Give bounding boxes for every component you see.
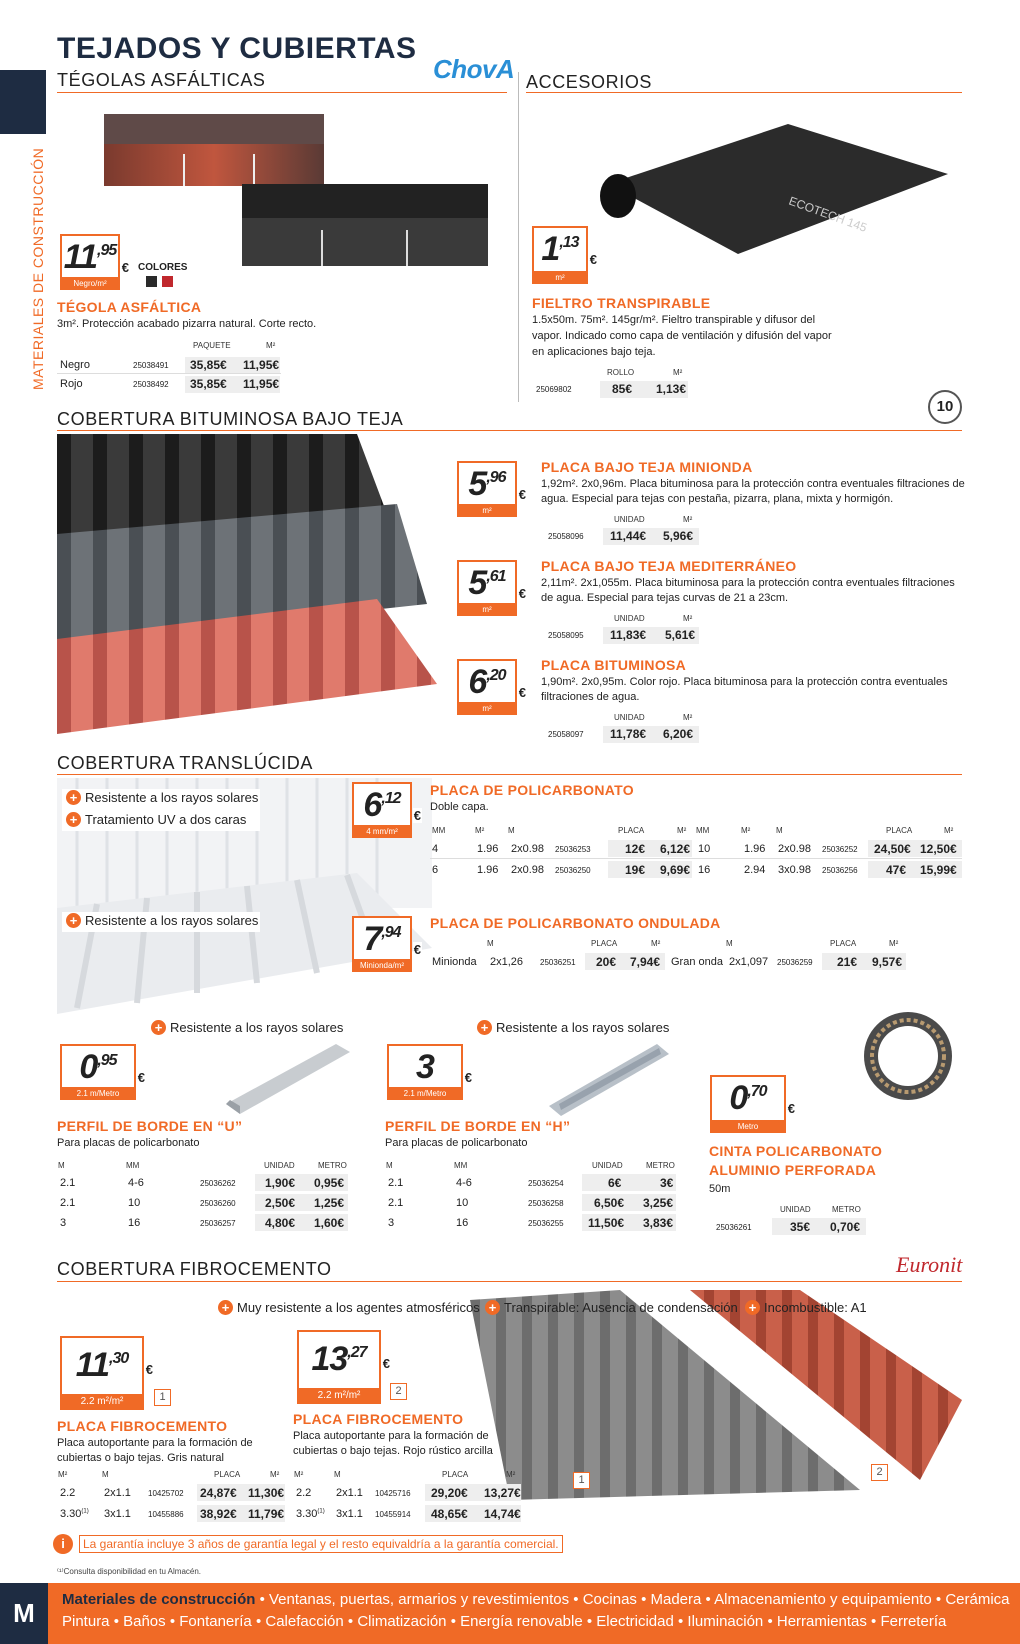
ref-code: 25036258 bbox=[528, 1199, 564, 1208]
table-row: Minionda bbox=[432, 956, 477, 968]
product-desc: en aplicaciones bajo teja. bbox=[532, 346, 656, 358]
product-desc: filtraciones de agua. bbox=[541, 691, 640, 703]
cell-value: 4-6 bbox=[128, 1177, 144, 1189]
price-value: 12,50€ bbox=[920, 842, 957, 856]
product-desc: cubiertas o bajo tejas. Rojo rústico arcilla bbox=[293, 1445, 493, 1457]
ref-code: 25036259 bbox=[777, 958, 813, 967]
product-number-2: 2 bbox=[390, 1383, 407, 1400]
ref-code: 25036251 bbox=[540, 958, 576, 967]
warranty-notice bbox=[53, 1534, 563, 1554]
footnote-mark: (1) bbox=[317, 1508, 325, 1515]
price-value: 21€ bbox=[837, 955, 858, 969]
col-header: M² bbox=[266, 341, 276, 350]
product-desc: 50m bbox=[709, 1183, 731, 1195]
side-category-label: MATERIALES DE CONSTRUCCIÓN bbox=[30, 147, 46, 390]
brand-m-logo: M bbox=[0, 1583, 48, 1644]
plus-icon: + bbox=[66, 812, 81, 827]
page-title: TEJADOS Y CUBIERTAS bbox=[57, 32, 417, 65]
product-title: PERFIL DE BORDE EN “U” bbox=[57, 1118, 243, 1134]
price-value: 3€ bbox=[660, 1176, 674, 1190]
roll-print-text: ECOTECH 145 bbox=[786, 193, 869, 235]
price-ondulada: $7^{,94}$ € Minionda/m² bbox=[352, 916, 412, 972]
product-title: PLACA BAJO TEJA MINIONDA bbox=[541, 459, 753, 475]
cell-value: 16 bbox=[698, 864, 711, 876]
divider bbox=[57, 92, 507, 93]
col-header: PLACA bbox=[442, 1470, 469, 1479]
footnote: ⁽¹⁾Consulta disponibilidad en tu Almacén. bbox=[57, 1567, 202, 1576]
badge-uv-resistant: + Resistente a los rayos solares bbox=[477, 1020, 669, 1035]
ref-code: 10455886 bbox=[148, 1510, 184, 1519]
col-header: MM bbox=[126, 1161, 140, 1170]
price-value: 29,20€ bbox=[431, 1486, 468, 1500]
plus-icon: + bbox=[218, 1300, 233, 1315]
price-policarbonato: $6^{,12}$ € 4 mm/m² bbox=[352, 782, 412, 838]
ref-code: 25058097 bbox=[548, 730, 584, 739]
product-title: PLACA BAJO TEJA MEDITERRÁNEO bbox=[541, 558, 797, 574]
ref-code: 25036261 bbox=[716, 1223, 752, 1232]
price-value: 11,83€ bbox=[610, 628, 647, 642]
ref-code: 25038491 bbox=[133, 361, 169, 370]
col-header: UNIDAD bbox=[614, 614, 645, 623]
price-value: 7,94€ bbox=[630, 955, 661, 969]
product-desc: 2,11m². 2x1,055m. Placa bituminosa para la protección contra eventuales filtraciones bbox=[541, 577, 955, 589]
product-desc: agua. Especial para tejas con pestaña, pizarra, plana, mixta y hormigón. bbox=[541, 493, 894, 505]
cell-value: 2x1,26 bbox=[490, 956, 524, 968]
col-header: M² bbox=[506, 1470, 516, 1479]
plus-icon: + bbox=[485, 1300, 500, 1315]
ref-code: 25058095 bbox=[548, 631, 584, 640]
price-value: 5,61€ bbox=[665, 628, 696, 642]
cell-value: 2x0.98 bbox=[511, 843, 545, 855]
product-title: CINTA POLICARBONATO bbox=[709, 1143, 883, 1159]
table-row: 3.30 bbox=[296, 1508, 318, 1520]
warranty-text: La garantía incluye 3 años de garantía legal y el resto equivaldría a la garantía comercial. bbox=[79, 1535, 563, 1553]
cell-value: 3x0.98 bbox=[778, 864, 812, 876]
footer-categories-2[interactable]: Pintura • Baños • Fontanería • Calefacción • Climatización • Energía renovable • Electricidad • Iluminación • Herramientas • Ferretería bbox=[62, 1613, 947, 1630]
col-header: PLACA bbox=[830, 939, 857, 948]
col-header: PAQUETE bbox=[193, 341, 231, 350]
price-fibro-1: $11^{,30}$ € 2.2 m²/m² bbox=[60, 1336, 144, 1410]
product-desc: Doble capa. bbox=[430, 801, 489, 813]
price-value: 35€ bbox=[790, 1220, 811, 1234]
price-value: 19€ bbox=[625, 863, 646, 877]
price-minionda: $5^{,96}$ € m² bbox=[457, 461, 517, 517]
cell-value: 2x1.1 bbox=[336, 1487, 363, 1499]
col-header: MM bbox=[454, 1161, 468, 1170]
col-header: METRO bbox=[318, 1161, 347, 1170]
tegola-red-image bbox=[104, 114, 324, 186]
product-title: PLACA DE POLICARBONATO bbox=[430, 782, 634, 798]
product-desc: Placa autoportante para la formación de bbox=[57, 1437, 253, 1449]
col-header: PLACA bbox=[214, 1470, 241, 1479]
price-value: 85€ bbox=[612, 382, 633, 396]
price-value: 3,83€ bbox=[643, 1216, 674, 1230]
colors-label: COLORES bbox=[138, 262, 188, 273]
info-icon: i bbox=[53, 1534, 73, 1554]
cell-value: 1.96 bbox=[477, 864, 499, 876]
cell-value: 3x1.1 bbox=[336, 1508, 363, 1520]
col-header: UNIDAD bbox=[592, 1161, 623, 1170]
table-row: 3 bbox=[60, 1217, 67, 1229]
color-swatch-black[interactable] bbox=[146, 276, 157, 287]
plus-icon: + bbox=[66, 790, 81, 805]
product-desc: vapor. Indicado como capa de ventilación y difusión del vapor bbox=[532, 330, 832, 342]
ref-code: 25058096 bbox=[548, 532, 584, 541]
col-header: M² bbox=[741, 826, 751, 835]
cell-value: 1.96 bbox=[744, 843, 766, 855]
col-header: M bbox=[102, 1470, 109, 1479]
table-row: 2.1 bbox=[60, 1177, 76, 1189]
col-header: M bbox=[487, 939, 494, 948]
col-header: M² bbox=[944, 826, 954, 835]
price-value: 2,50€ bbox=[265, 1196, 296, 1210]
price-bituminosa: $6^{,20}$ € m² bbox=[457, 659, 517, 715]
cell-value: 2.94 bbox=[744, 864, 766, 876]
cell-value: 2x1.1 bbox=[104, 1487, 131, 1499]
price-value: 13,27€ bbox=[484, 1486, 521, 1500]
table-row: Rojo bbox=[60, 378, 83, 390]
col-header: M bbox=[776, 826, 783, 835]
ref-code: 25038492 bbox=[133, 380, 169, 389]
section-accesorios: ACCESORIOS bbox=[526, 72, 653, 92]
ref-code: 25036257 bbox=[200, 1219, 236, 1228]
brand-euronit-logo: Euronit bbox=[896, 1252, 963, 1277]
section-bajo-teja: COBERTURA BITUMINOSA BAJO TEJA bbox=[57, 409, 404, 429]
price-value: 15,99€ bbox=[920, 863, 957, 877]
price-value: 24,87€ bbox=[200, 1486, 237, 1500]
price-value: 6,12€ bbox=[660, 842, 691, 856]
badge-weather-resistant: + Muy resistente a los agentes atmosféricos bbox=[218, 1300, 480, 1315]
price-value: 5,96€ bbox=[663, 529, 694, 543]
price-value: 1,60€ bbox=[314, 1216, 345, 1230]
tape-roll-image bbox=[860, 1008, 956, 1104]
product-number-1: 1 bbox=[154, 1389, 171, 1406]
col-header: UNIDAD bbox=[614, 713, 645, 722]
col-header: M² bbox=[889, 939, 899, 948]
col-header: M² bbox=[683, 614, 693, 623]
cell-value: 10 bbox=[698, 843, 711, 855]
price-value: 11,30€ bbox=[248, 1486, 285, 1500]
col-header: M² bbox=[677, 826, 687, 835]
ref-code: 25036255 bbox=[528, 1219, 564, 1228]
product-desc: cubiertas o bajo tejas. Gris natural bbox=[57, 1452, 224, 1464]
price-value: 35,85€ bbox=[190, 377, 227, 391]
perfil-h-image bbox=[549, 1044, 669, 1116]
cell-value: 3x1.1 bbox=[104, 1508, 131, 1520]
product-title: PLACA FIBROCEMENTO bbox=[57, 1418, 228, 1434]
col-header: UNIDAD bbox=[614, 515, 645, 524]
col-header: M² bbox=[683, 713, 693, 722]
cell-value: 16 bbox=[456, 1217, 469, 1229]
plus-icon: + bbox=[151, 1020, 166, 1035]
col-header: M² bbox=[475, 826, 485, 835]
cell-value: 16 bbox=[128, 1217, 141, 1229]
sidebar-block bbox=[0, 70, 46, 134]
cell-value: 2x0.98 bbox=[511, 864, 545, 876]
badge-uv-resistant: + Resistente a los rayos solares bbox=[151, 1020, 343, 1035]
row-divider bbox=[57, 373, 281, 374]
col-header: M² bbox=[270, 1470, 280, 1479]
product-desc: Para placas de policarbonato bbox=[57, 1137, 200, 1149]
table-row: 2.2 bbox=[60, 1487, 76, 1499]
price-value: 14,74€ bbox=[484, 1507, 521, 1521]
badge-breathable: + Transpirable: Ausencia de condensación bbox=[485, 1300, 738, 1315]
col-header: PLACA bbox=[618, 826, 645, 835]
price-value: 24,50€ bbox=[874, 842, 911, 856]
price-value: 35,85€ bbox=[190, 358, 227, 372]
badge-uv-resistant: + Resistente a los rayos solares bbox=[66, 790, 258, 805]
col-header: UNIDAD bbox=[780, 1205, 811, 1214]
price-fibro-2: $13^{,27}$ € 2.2 m²/m² bbox=[297, 1330, 381, 1404]
product-desc: 1,90m². 2x0,95m. Color rojo. Placa bituminosa para la protección contra eventuales bbox=[541, 676, 948, 688]
col-header: UNIDAD bbox=[264, 1161, 295, 1170]
col-header: PLACA bbox=[591, 939, 618, 948]
divider bbox=[57, 430, 962, 431]
price-value: 11,44€ bbox=[610, 529, 647, 543]
col-header: MM bbox=[696, 826, 710, 835]
section-fibrocemento: COBERTURA FIBROCEMENTO bbox=[57, 1259, 332, 1279]
ref-code: 25036253 bbox=[555, 845, 591, 854]
divider bbox=[57, 774, 962, 775]
price-value: 11,95€ bbox=[243, 377, 280, 391]
bituminous-sheets-image bbox=[57, 434, 437, 734]
image-label-2: 2 bbox=[871, 1464, 888, 1481]
price-value: 3,25€ bbox=[643, 1196, 674, 1210]
divider bbox=[57, 1281, 962, 1282]
price-value: 38,92€ bbox=[200, 1507, 237, 1521]
price-value: 0,70€ bbox=[830, 1220, 861, 1234]
footer-bar bbox=[0, 1583, 1020, 1644]
ref-code: 10425716 bbox=[375, 1489, 411, 1498]
price-value: 6,50€ bbox=[594, 1196, 625, 1210]
product-desc: de agua. Especial para tejas curvas de 21 a 23cm. bbox=[541, 592, 789, 604]
cell-value: 10 bbox=[456, 1197, 469, 1209]
cell-value: 1.96 bbox=[477, 843, 499, 855]
price-value: 11,50€ bbox=[588, 1216, 625, 1230]
table-row: Negro bbox=[60, 359, 90, 371]
product-desc: Para placas de policarbonato bbox=[385, 1137, 528, 1149]
ref-code: 25036256 bbox=[822, 866, 858, 875]
fibrocement-image bbox=[470, 1290, 962, 1500]
price-value: 20€ bbox=[596, 955, 617, 969]
price-perfil-u: $0^{,95}$ € 2.1 m/Metro bbox=[60, 1044, 136, 1100]
ref-code: 25036262 bbox=[200, 1179, 236, 1188]
plus-icon: + bbox=[66, 913, 81, 928]
product-desc: 3m². Protección acabado pizarra natural. Corte recto. bbox=[57, 318, 317, 330]
row-divider bbox=[430, 858, 962, 859]
badge-uv-two-sides: + Tratamiento UV a dos caras bbox=[66, 812, 246, 827]
col-header: METRO bbox=[832, 1205, 861, 1214]
ref-code: 25069802 bbox=[536, 385, 572, 394]
col-header: M² bbox=[294, 1470, 304, 1479]
color-swatch-red[interactable] bbox=[162, 276, 173, 287]
col-header: METRO bbox=[646, 1161, 675, 1170]
price-value: 1,25€ bbox=[314, 1196, 345, 1210]
table-row: 6 bbox=[432, 864, 439, 876]
product-title: PLACA BITUMINOSA bbox=[541, 657, 687, 673]
footnote-mark: (1) bbox=[81, 1508, 89, 1515]
image-label-1: 1 bbox=[573, 1472, 590, 1489]
col-header: M bbox=[726, 939, 733, 948]
col-header: M² bbox=[58, 1470, 68, 1479]
col-header: PLACA bbox=[886, 826, 913, 835]
col-header: M bbox=[58, 1161, 65, 1170]
section-tegolas: TÉGOLAS ASFÁLTICAS bbox=[57, 70, 266, 90]
product-title: FIELTRO TRANSPIRABLE bbox=[532, 295, 711, 311]
price-mediterraneo: $5^{,61}$ € m² bbox=[457, 560, 517, 616]
price-value: 12€ bbox=[625, 842, 646, 856]
table-row: 2.1 bbox=[60, 1197, 76, 1209]
product-title: PERFIL DE BORDE EN “H” bbox=[385, 1118, 571, 1134]
product-title: PLACA DE POLICARBONATO ONDULADA bbox=[430, 915, 721, 931]
price-cinta: $0^{,70}$ € Metro bbox=[710, 1075, 786, 1133]
col-header: M² bbox=[673, 368, 683, 377]
price-value: 4,80€ bbox=[265, 1216, 296, 1230]
price-tegola: $11^{,95}$ € Negro/m² bbox=[60, 234, 120, 290]
product-desc: 1,92m². 2x0,96m. Placa bituminosa para la protección contra eventuales filtraciones de bbox=[541, 478, 965, 490]
price-value: 9,57€ bbox=[872, 955, 903, 969]
footer-categories-1[interactable]: • Ventanas, puertas, armarios y revestimientos • Cocinas • Madera • Almacenamiento y equipamiento • Cerámica bbox=[255, 1591, 1010, 1608]
price-value: 11,78€ bbox=[610, 727, 647, 741]
price-value: 0,95€ bbox=[314, 1176, 345, 1190]
tegola-black-image bbox=[242, 184, 488, 266]
table-row: 2.1 bbox=[388, 1197, 404, 1209]
product-desc: Placa autoportante para la formación de bbox=[293, 1430, 489, 1442]
price-value: 48,65€ bbox=[431, 1507, 468, 1521]
plus-icon: + bbox=[477, 1020, 492, 1035]
col-header: ROLLO bbox=[607, 368, 635, 377]
col-header: M bbox=[386, 1161, 393, 1170]
perfil-u-image bbox=[226, 1044, 350, 1116]
table-row: 2.2 bbox=[296, 1487, 312, 1499]
price-value: 11,95€ bbox=[243, 358, 280, 372]
ref-code: 10455914 bbox=[375, 1510, 411, 1519]
badge-incombustible: + Incombustible: A1 bbox=[745, 1300, 867, 1315]
product-title: PLACA FIBROCEMENTO bbox=[293, 1411, 464, 1427]
fieltro-roll-image bbox=[588, 104, 948, 254]
col-header: M² bbox=[683, 515, 693, 524]
table-row: 4 bbox=[432, 843, 439, 855]
price-value: 6€ bbox=[608, 1176, 622, 1190]
ref-code: 25036252 bbox=[822, 845, 858, 854]
price-value: 47€ bbox=[886, 863, 907, 877]
plus-icon: + bbox=[745, 1300, 760, 1315]
table-row: Gran onda bbox=[671, 956, 723, 968]
price-perfil-h: 3 € 2.1 m/Metro bbox=[387, 1044, 463, 1100]
price-fieltro: $1^{,13}$ € m² bbox=[532, 226, 588, 284]
cell-value: 2x1,097 bbox=[729, 956, 769, 968]
ref-code: 25036254 bbox=[528, 1179, 564, 1188]
section-traslucida: COBERTURA TRANSLÚCIDA bbox=[57, 753, 313, 773]
cell-value: 4-6 bbox=[456, 1177, 472, 1189]
product-title: TÉGOLA ASFÁLTICA bbox=[57, 299, 202, 315]
col-header: M bbox=[508, 826, 515, 835]
table-row: 3.30 bbox=[60, 1508, 82, 1520]
warranty-10-badge: 10 bbox=[928, 390, 962, 424]
product-desc: 1.5x50m. 75m². 145gr/m². Fieltro transpirable y difusor del bbox=[532, 314, 816, 326]
price-value: 1,13€ bbox=[656, 382, 687, 396]
price-value: 1,90€ bbox=[265, 1176, 296, 1190]
col-header: M² bbox=[651, 939, 661, 948]
table-row: 3 bbox=[388, 1217, 395, 1229]
price-value: 6,20€ bbox=[663, 727, 694, 741]
divider bbox=[526, 92, 962, 93]
badge-uv-resistant: + Resistente a los rayos solares bbox=[66, 913, 258, 928]
brand-chova-logo: ChovA bbox=[433, 54, 515, 84]
cell-value: 10 bbox=[128, 1197, 141, 1209]
divider bbox=[518, 72, 519, 402]
cell-value: 2x0.98 bbox=[778, 843, 812, 855]
col-header: MM bbox=[432, 826, 446, 835]
ref-code: 25036250 bbox=[555, 866, 591, 875]
table-row: 2.1 bbox=[388, 1177, 404, 1189]
product-title: ALUMINIO PERFORADA bbox=[709, 1162, 877, 1178]
col-header: M bbox=[334, 1470, 341, 1479]
ref-code: 10425702 bbox=[148, 1489, 184, 1498]
footer-link-materiales[interactable]: Materiales de construcción bbox=[62, 1591, 256, 1608]
ref-code: 25036260 bbox=[200, 1199, 236, 1208]
price-value: 9,69€ bbox=[660, 863, 691, 877]
price-value: 11,79€ bbox=[248, 1507, 285, 1521]
